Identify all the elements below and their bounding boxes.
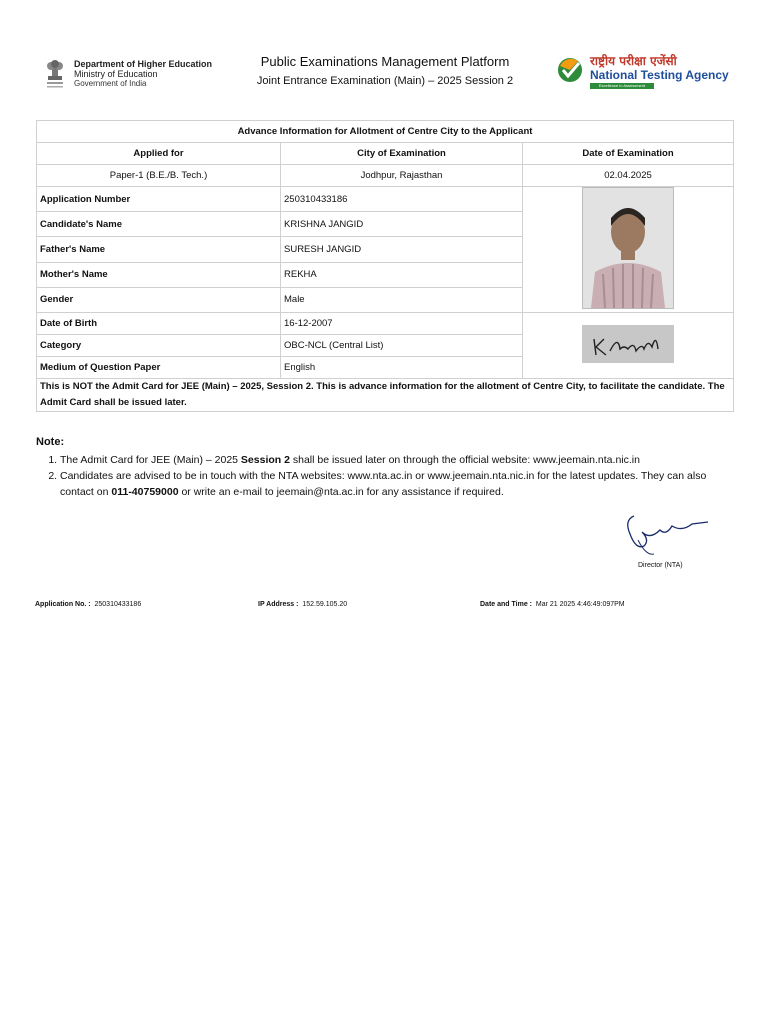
notes-list xyxy=(36,452,736,500)
document-header xyxy=(0,0,768,110)
candidate-signature xyxy=(582,325,674,363)
row-value: 250310433186 xyxy=(281,187,523,212)
dhe-line2: Ministry of Education xyxy=(74,69,158,79)
nta-tagline: Excellence in Assessment xyxy=(590,83,654,89)
nta-hindi-name: राष्ट्रीय परीक्षा एजेंसी xyxy=(590,54,677,68)
table-row xyxy=(37,187,734,212)
dhe-line1: Department of Higher Education xyxy=(74,59,213,69)
row-label: Candidate's Name xyxy=(37,212,281,237)
list-item xyxy=(60,468,736,500)
row-label: Mother's Name xyxy=(37,262,281,287)
header-applied-for: Applied for xyxy=(37,143,281,165)
row-value: OBC-NCL (Central List) xyxy=(281,335,523,357)
row-label: Medium of Question Paper xyxy=(37,357,281,379)
row-label: Date of Birth xyxy=(37,313,281,335)
applied-for-value: Paper-1 (B.E./B. Tech.) xyxy=(37,165,281,187)
header-date: Date of Examination xyxy=(523,143,734,165)
disclaimer: This is NOT the Admit Card for JEE (Main) – 2025, Session 2. This is advance information for the allotment of Centre City, to facilitate the candidate. The Admit Card shall be issued later. xyxy=(37,379,734,412)
row-value: 16-12-2007 xyxy=(281,313,523,335)
city-value: Jodhpur, Rajasthan xyxy=(281,165,523,187)
row-label: Application Number xyxy=(37,187,281,212)
note2-bold: 011-40759000 xyxy=(111,486,179,498)
director-label: Director (NTA) xyxy=(638,562,683,569)
note2-text-end: or write an e-mail to jeemain@nta.ac.in for any assistance if required. xyxy=(178,486,504,498)
list-item xyxy=(60,452,736,468)
footer-ip-label: IP Address : xyxy=(258,601,299,608)
header-city: City of Examination xyxy=(281,143,523,165)
dhe-logo xyxy=(44,56,214,92)
table-row xyxy=(37,313,734,335)
signature-icon xyxy=(582,325,674,363)
person-silhouette-icon xyxy=(583,188,673,308)
footer-datetime-value: Mar 21 2025 4:46:49:097PM xyxy=(535,601,625,608)
allotment-table xyxy=(36,120,734,412)
note1-bold: Session 2 xyxy=(240,454,290,466)
row-label: Father's Name xyxy=(37,237,281,262)
note1-text-end: shall be issued later on through the official website: www.jeemain.nta.nic.in xyxy=(289,454,640,466)
footer-app-value: 250310433186 xyxy=(94,601,142,608)
table-caption: Advance Information for Allotment of Centre City to the Applicant xyxy=(37,121,734,143)
nta-logo xyxy=(556,52,746,92)
page-title: Public Examinations Management Platform xyxy=(260,54,510,69)
director-signature-icon xyxy=(620,510,720,562)
notes-section xyxy=(36,436,736,500)
row-value: SURESH JANGID xyxy=(281,237,523,262)
row-value: Male xyxy=(281,287,523,312)
row-label: Category xyxy=(37,335,281,357)
row-label: Gender xyxy=(37,287,281,312)
dhe-line3: Government of India xyxy=(74,79,147,88)
footer-app-label: Application No. : xyxy=(35,601,91,608)
footer-datetime-label: Date and Time : xyxy=(480,601,532,608)
row-value: REKHA xyxy=(281,262,523,287)
signature-cell xyxy=(523,313,734,379)
candidate-photo xyxy=(582,187,674,309)
director-signature-block xyxy=(620,510,720,574)
notes-title: Note: xyxy=(36,436,65,448)
note1-text: The Admit Card for JEE (Main) – 2025 xyxy=(60,454,241,466)
nta-english-name: National Testing Agency xyxy=(590,68,729,82)
row-value: English xyxy=(281,357,523,379)
national-emblem-icon xyxy=(44,58,66,90)
photo-cell xyxy=(523,187,734,313)
footer-ip-value: 152.59.105.20 xyxy=(302,601,348,608)
nta-check-icon xyxy=(556,56,584,84)
page-subtitle: Joint Entrance Examination (Main) – 2025 Session 2 xyxy=(256,75,514,87)
note2-text: Candidates are advised to be in touch with the NTA websites: www.nta.ac.in or www.jeemain.nta.nic.in for the latest updates. They can also contact on xyxy=(60,470,707,498)
date-value: 02.04.2025 xyxy=(523,165,734,187)
row-value: KRISHNA JANGID xyxy=(281,212,523,237)
